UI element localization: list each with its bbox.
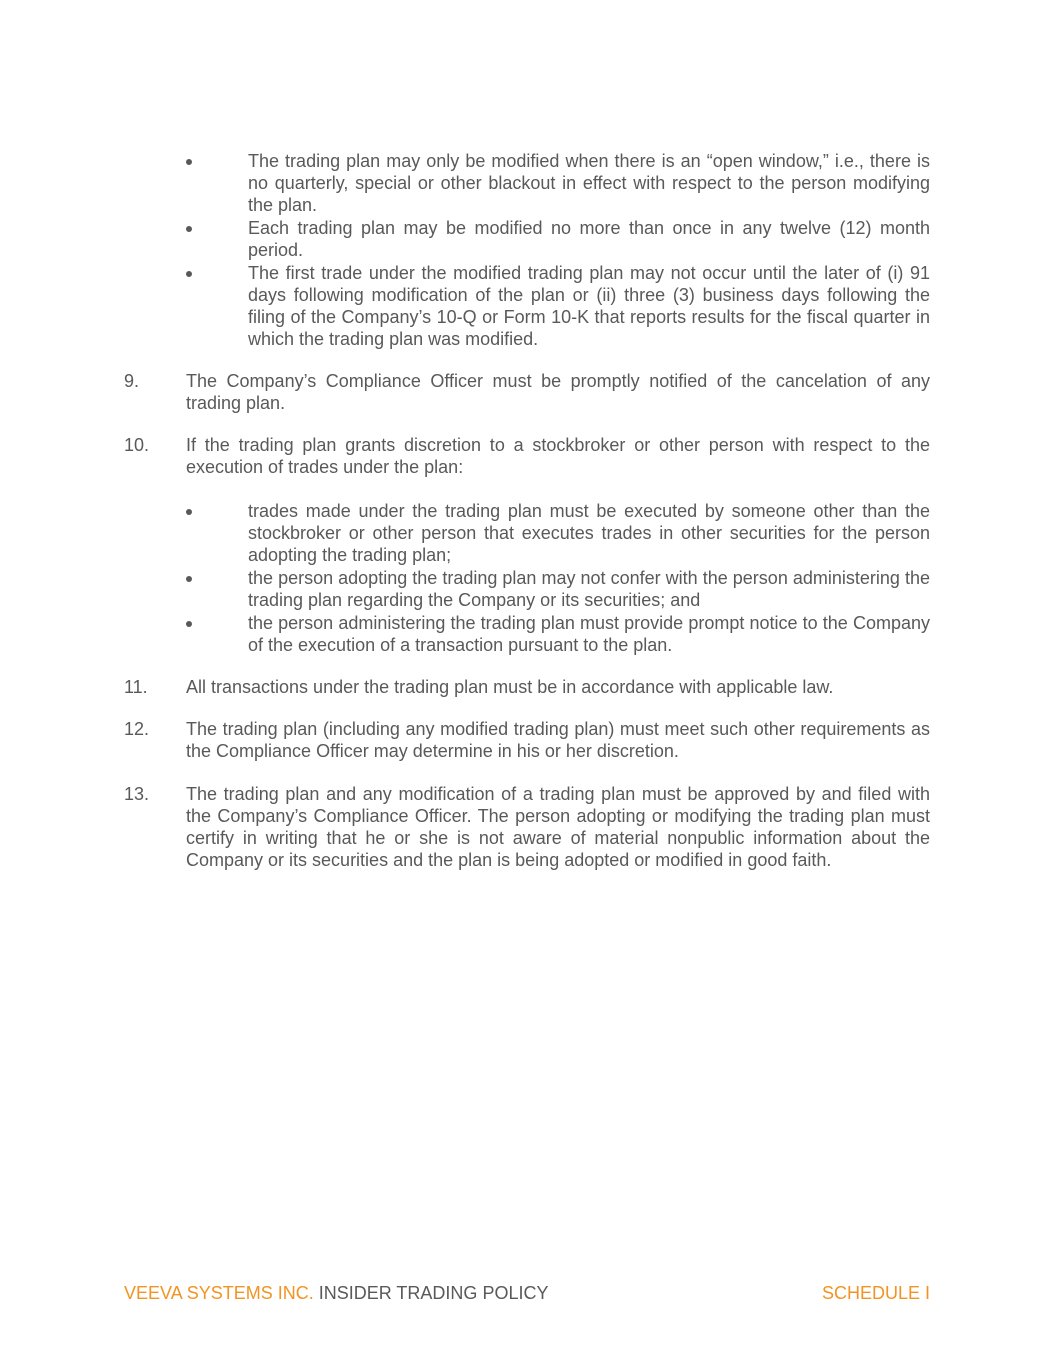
- numbered-item-13: [0, 783, 1055, 871]
- bullet-icon: [186, 509, 192, 515]
- item-text: The Company’s Compliance Officer must be promptly notified of the cancelation of any trading plan.: [186, 371, 930, 413]
- item-text: All transactions under the trading plan must be in accordance with applicable law.: [186, 677, 834, 697]
- page-footer: [124, 1282, 930, 1304]
- discretion-conditions-list: [0, 500, 1055, 657]
- numbered-item-9: [0, 370, 1055, 414]
- list-item-text: The first trade under the modified trading plan may not occur until the later of (i) 91 days following modification of the plan or (ii) three (3) business days following the filing of the Company’s 10-Q or Form 10-K that reports results for the fiscal quarter in which the trading plan was modified.: [248, 263, 930, 349]
- footer-company-name: VEEVA SYSTEMS INC.: [124, 1283, 314, 1303]
- item-text: The trading plan (including any modified trading plan) must meet such other requirements as the Compliance Officer may determine in his or her discretion.: [186, 719, 930, 761]
- item-text: The trading plan and any modification of a trading plan must be approved by and filed with the Company’s Compliance Officer. The person adopting or modifying the trading plan must certify in writing that he or she is not aware of material nonpublic information about the Company or its securities and the plan is being adopted or modified in good faith.: [186, 784, 930, 870]
- list-item: [0, 262, 1055, 350]
- list-item-text: the person adopting the trading plan may not confer with the person administering the trading plan regarding the Company or its securities; and: [248, 568, 930, 610]
- list-item-text: the person administering the trading plan must provide prompt notice to the Company of the execution of a transaction pursuant to the plan.: [248, 613, 930, 655]
- bullet-icon: [186, 226, 192, 232]
- list-item: [0, 217, 1055, 261]
- item-number: 11.: [124, 677, 148, 697]
- bullet-icon: [186, 159, 192, 165]
- item-number: 10.: [124, 435, 150, 455]
- item-number: 13.: [124, 784, 150, 804]
- numbered-item-12: [0, 718, 1055, 762]
- bullet-icon: [186, 576, 192, 582]
- footer-policy-title: INSIDER TRADING POLICY: [318, 1283, 549, 1303]
- numbered-item-10: [0, 434, 1055, 478]
- bullet-icon: [186, 621, 192, 627]
- list-item: [0, 150, 1055, 216]
- list-item: [0, 612, 1055, 656]
- numbered-item-11: [0, 676, 1055, 698]
- item-number: 12.: [124, 719, 150, 739]
- list-item-text: The trading plan may only be modified when there is an “open window,” i.e., there is no quarterly, special or other blackout in effect with respect to the person modifying the plan.: [248, 151, 930, 215]
- footer-schedule-label: SCHEDULE I: [821, 1283, 930, 1303]
- item-text: If the trading plan grants discretion to a stockbroker or other person with respect to the execution of trades under the plan:: [186, 435, 930, 477]
- modification-conditions-list: [0, 150, 1055, 351]
- list-item-text: Each trading plan may be modified no more than once in any twelve (12) month period.: [248, 218, 930, 260]
- list-item-text: trades made under the trading plan must be executed by someone other than the stockbroker or other person that executes trades in other securities for the person adopting the trading plan;: [248, 501, 930, 565]
- list-item: [0, 567, 1055, 611]
- list-item: [0, 500, 1055, 566]
- item-number: 9.: [124, 371, 140, 391]
- bullet-icon: [186, 271, 192, 277]
